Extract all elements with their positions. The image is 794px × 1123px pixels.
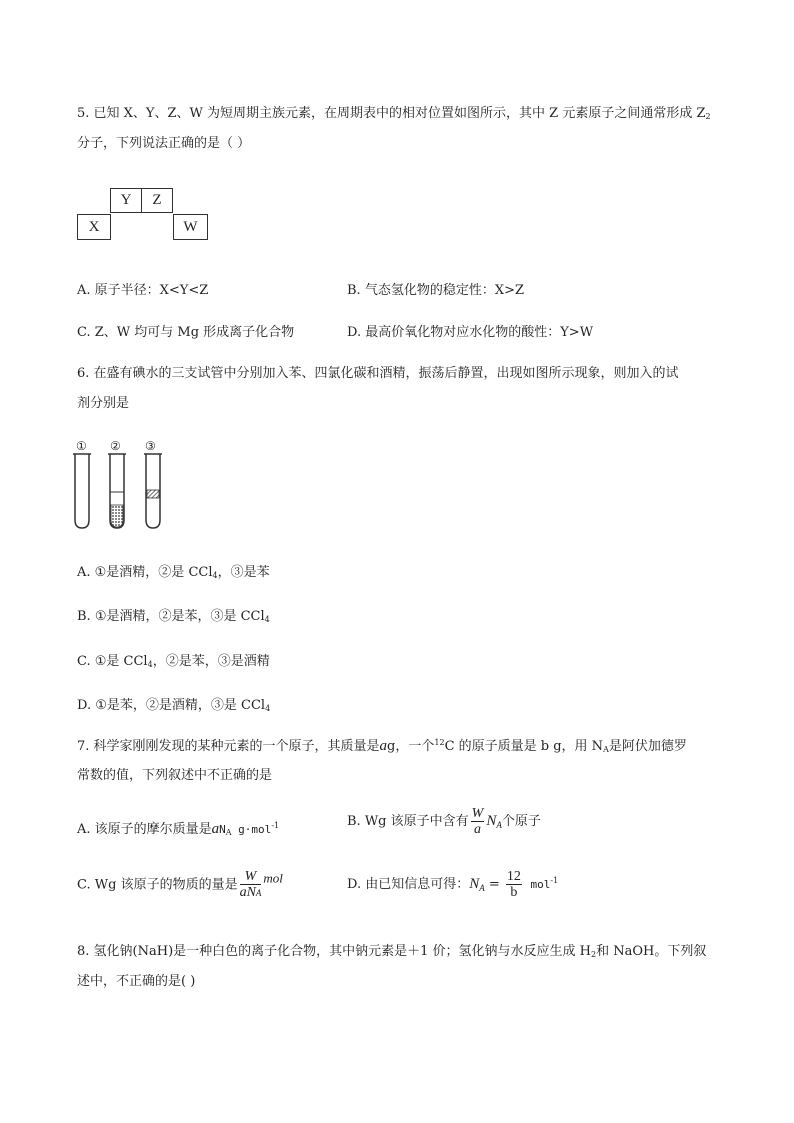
- q7-stem-line1: 7. 科学家刚刚发现的某种元素的一个原子，其质量是ag，一个$^{12}$C 的原子质量是 b g，用 $N_A$是阿伏加德罗: [77, 738, 687, 754]
- q8-stem-line2: 述中，不正确的是( ): [77, 974, 196, 989]
- test-tubes-svg: [70, 452, 170, 532]
- cell-x: X: [77, 214, 111, 240]
- fraction-12-over-b: $\frac{12}{b}$: [506, 869, 521, 900]
- tube-label-3: ③: [145, 439, 156, 453]
- q6-option-b[interactable]: B. ①是酒精，②是苯，③是 CCl$_4$: [77, 609, 270, 624]
- cell-z: Z: [141, 188, 173, 213]
- cell-y: Y: [110, 188, 142, 213]
- cell-w: W: [173, 214, 208, 240]
- q7-stem-line2: 常数的值，下列叙述中不正确的是: [77, 768, 273, 783]
- q5-option-c[interactable]: C. Z、W 均可与 Mg 形成离子化合物: [77, 325, 295, 340]
- q5-stem-line2: 分子，下列说法正确的是（ ）: [77, 136, 251, 151]
- tube-1: [75, 454, 89, 528]
- tube-2-bottom-layer: [111, 505, 123, 527]
- fraction-w-over-ana: $\frac{W}{\text{aNA}}$: [239, 869, 262, 900]
- q7-option-d[interactable]: D. 由已知信息可得：$N_A$ = $\frac{12}{b}$ mol$^{-1}$: [347, 869, 559, 900]
- fraction-w-over-a: $\frac{W}{a}$: [471, 806, 484, 837]
- q8-stem-line1: 8. 氢化钠(NaH)是一种白色的离子化合物，其中钠元素是＋1 价；氢化钠与水反应生成 $H_2$和 NaOH。下列叙: [77, 944, 707, 959]
- q6-option-a[interactable]: A. ①是酒精，②是 CCl$_4$，③是苯: [77, 565, 270, 580]
- q5-option-d[interactable]: D. 最高价氧化物对应水化物的酸性：Y>W: [347, 325, 594, 340]
- q7-option-b[interactable]: B. Wg 该原子中含有 $\frac{W}{a}$ $N_A$个原子: [347, 806, 541, 837]
- q6-stem-line2: 剂分别是: [77, 396, 130, 411]
- q5-option-a[interactable]: A. 原子半径：X<Y<Z: [77, 283, 209, 298]
- q7-option-c[interactable]: C. Wg 该原子的物质的量是 $\frac{W}{\text{aNA}}$ mol: [77, 869, 283, 900]
- q6-option-d[interactable]: D. ①是苯，②是酒精，③是 CCl$_4$: [77, 698, 271, 713]
- tube-3-top-layer: [147, 490, 159, 498]
- q6-stem-line1: 6. 在盛有碘水的三支试管中分别加入苯、四氯化碳和酒精，振荡后静置，出现如图所示现象，则加入的试: [77, 366, 679, 381]
- q5-option-b[interactable]: B. 气态氢化物的稳定性：X>Z: [347, 283, 524, 298]
- tube-label-2: ②: [110, 439, 121, 453]
- q6-option-c[interactable]: C. ①是 CCl$_4$，②是苯，③是酒精: [77, 654, 270, 669]
- q5-stem-line1: 5. 已知 X、Y、Z、W 为短周期主族元素，在周期表中的相对位置如图所示，其中 Z 元素原子之间通常形成 $Z_2$: [77, 106, 711, 121]
- tube-label-1: ①: [76, 439, 87, 453]
- q7-option-a[interactable]: A. 该原子的摩尔质量是$aN_A$ g·mol$^{-1}$: [77, 821, 280, 837]
